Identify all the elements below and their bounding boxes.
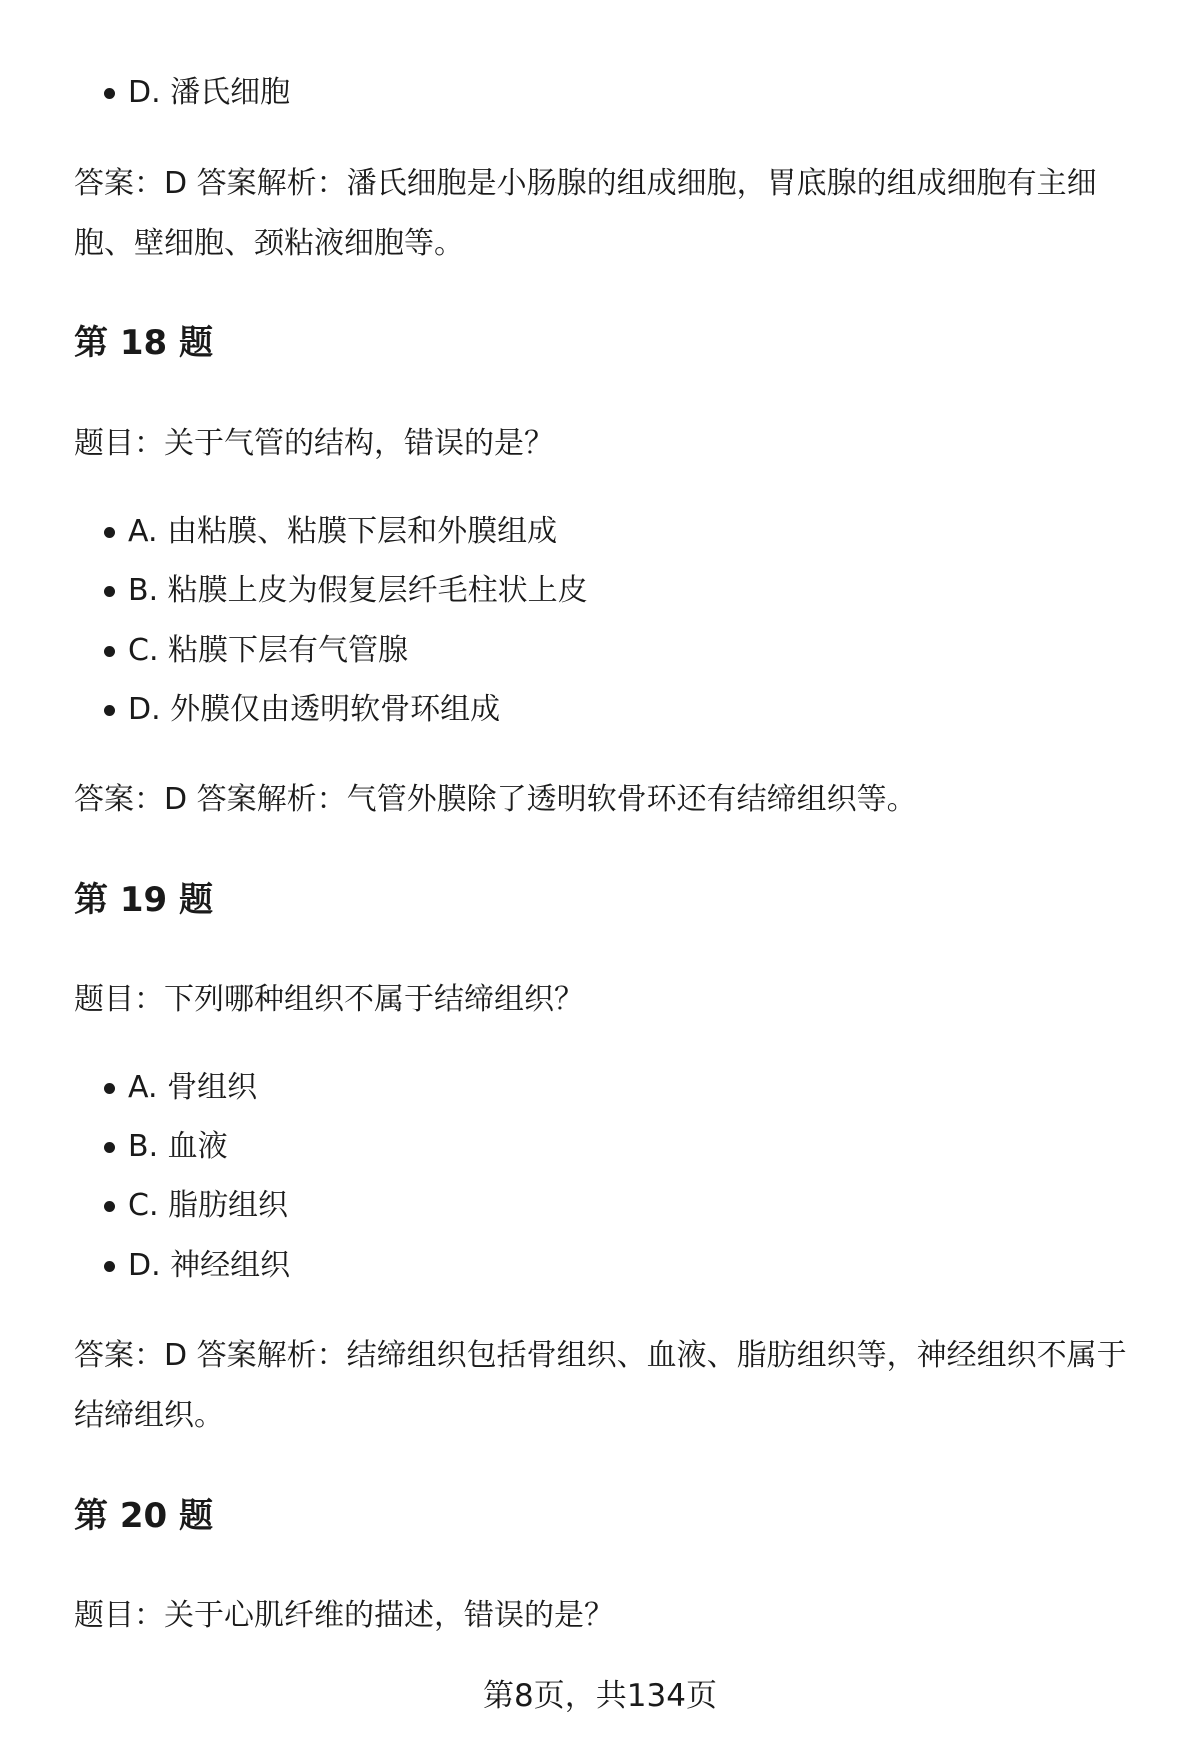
q18-option-c: C. 粘膜下层有气管腺 — [128, 621, 408, 681]
q18-option-b: B. 粘膜上皮为假复层纤毛柱状上皮 — [128, 561, 588, 621]
q18-heading: 第 18 题 — [74, 323, 213, 363]
q19-question: 题目：下列哪种组织不属于结缔组织？ — [74, 982, 584, 1017]
q19-option-a: A. 骨组织 — [128, 1058, 257, 1118]
q18-answer: 答案：D 答案解析：气管外膜除了透明软骨环还有结缔组织等。 — [74, 782, 917, 817]
q18-option-a: A. 由粘膜、粘膜下层和外膜组成 — [128, 502, 557, 562]
page-indicator: 第8页，共134页 — [483, 1678, 717, 1714]
q19-option-c: C. 脂肪组织 — [128, 1176, 288, 1236]
q19-option-d: D. 神经组织 — [128, 1236, 290, 1296]
q17-answer: 答案：D 答案解析：潘氏细胞是小肠腺的组成细胞，胃底腺的组成细胞有主细胞、壁细胞、颈粘液细胞等。 — [74, 166, 1097, 261]
q17-option-d: D. 潘氏细胞 — [128, 63, 290, 123]
q20-question: 题目：关于心肌纤维的描述，错误的是？ — [74, 1598, 614, 1633]
q18-question: 题目：关于气管的结构，错误的是？ — [74, 426, 554, 461]
q18-option-d: D. 外膜仅由透明软骨环组成 — [128, 680, 500, 740]
q19-answer: 答案：D 答案解析：结缔组织包括骨组织、血液、脂肪组织等，神经组织不属于结缔组织。 — [74, 1338, 1127, 1433]
q19-option-b: B. 血液 — [128, 1117, 228, 1177]
q19-heading: 第 19 题 — [74, 880, 213, 920]
q20-heading: 第 20 题 — [74, 1496, 213, 1536]
